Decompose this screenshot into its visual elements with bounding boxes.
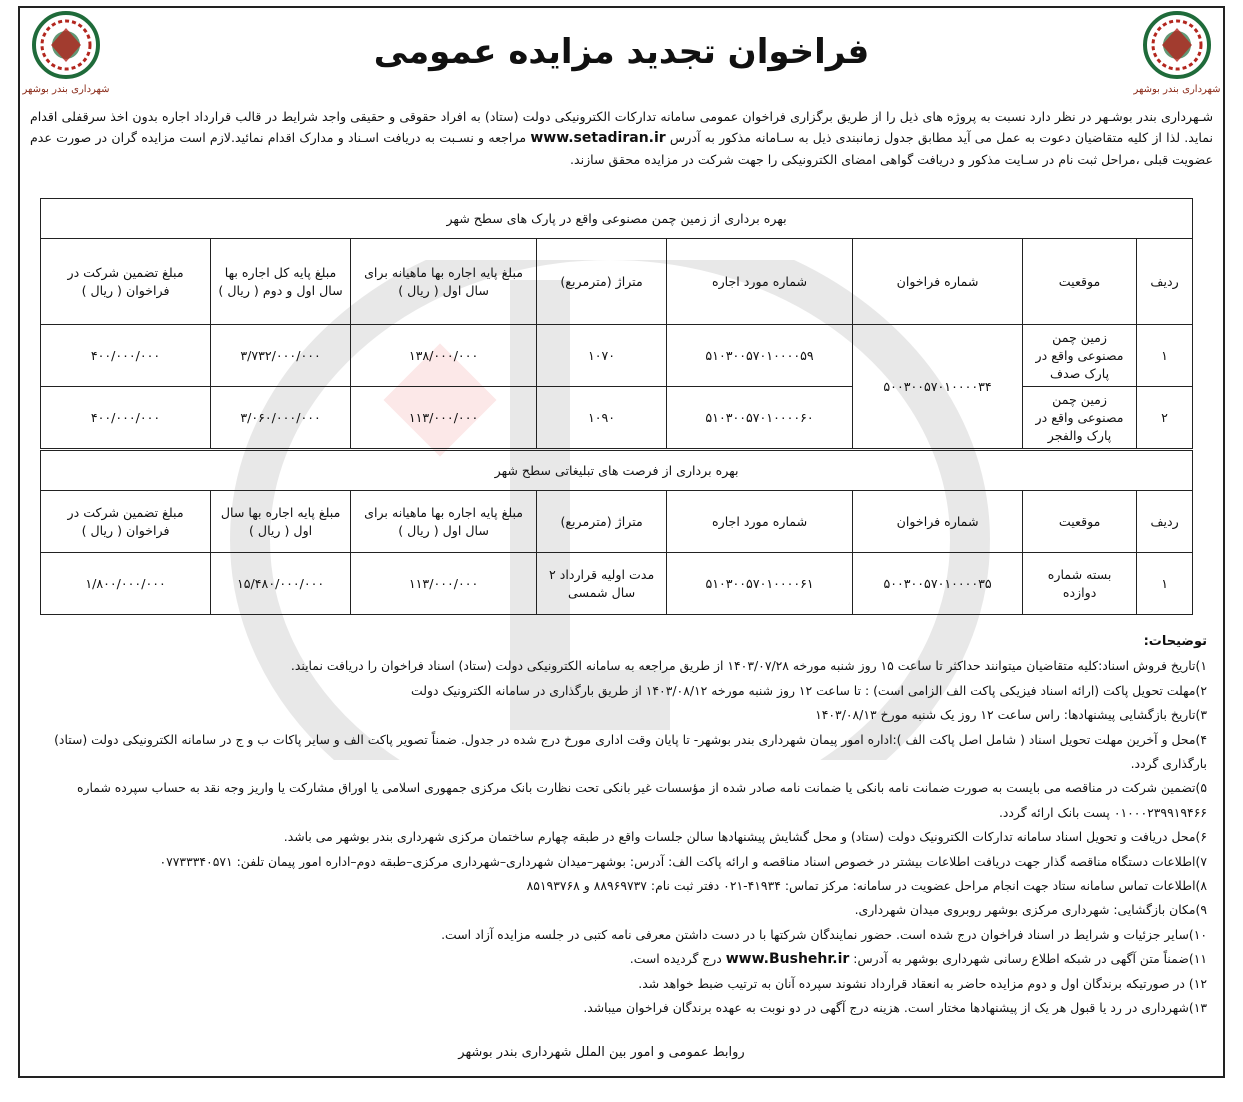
note-item: ۶)محل دریافت و تحویل اسناد سامانه تدارکات الکترونیک دولت (ستاد) و محل گشایش پیشنهادها سالن جلسات واقع در طبقه چهارم ساختمان مرکزی شهرداری بندر بوشهر می باشد. <box>283 829 1207 845</box>
row-guarantee: ۴۰۰/۰۰۰/۰۰۰ <box>41 387 211 449</box>
note-item: ۳)تاریخ بازگشایی پیشنهادها: راس ساعت ۱۲ روز یک شنبه مورخ ۱۴۰۳/۰۸/۱۳ <box>815 707 1207 723</box>
setad-link[interactable]: www.setadiran.ir <box>530 130 666 146</box>
notes-heading: توضیحات: <box>1143 634 1207 649</box>
logo-caption: شهرداری بندر بوشهر <box>22 84 110 95</box>
table-caption: بهره برداری از زمین چمن مصنوعی واقع در پارک های سطح شهر <box>41 199 1193 239</box>
intro-text-2: مراجعه و نسـبت به دریافت اسـناد و مدارک اقدام نمائید.لازم است مزایده گران در صورت عدم عضویت قبلی ،مراحل ثبت نام در سـایت مذکور و دریافت گواهی امضای الکترونیکی را جهت شرکت در مزایده محقق سازند. <box>30 130 1213 167</box>
header-cell: مبلغ تضمین شرکت در فراخوان ( ریال ) <box>41 239 211 325</box>
header-cell: مبلغ پایه کل اجاره بها سال اول و دوم ( ریال ) <box>211 239 351 325</box>
lease-table-fields <box>40 198 1193 449</box>
header-cell: شماره مورد اجاره <box>667 491 853 553</box>
row-lease-number: ۵۱۰۳۰۰۵۷۰۱۰۰۰۰۶۱ <box>667 553 853 615</box>
header-cell: متراژ (مترمربع) <box>537 491 667 553</box>
header-cell: مبلغ پایه اجاره بها ماهیانه برای سال اول ( ریال ) <box>351 239 537 325</box>
table-row <box>41 325 1193 387</box>
row-location: زمین چمن مصنوعی واقع در پارک والفجر <box>1023 387 1137 449</box>
row-guarantee: ۴۰۰/۰۰۰/۰۰۰ <box>41 325 211 387</box>
note-text: درج گردیده است. <box>629 951 722 967</box>
note-text: ۱۱)ضمناً متن آگهی در شبکه اطلاع رسانی شهرداری بوشهر به آدرس: <box>853 951 1207 967</box>
header-cell: متراژ (مترمربع) <box>537 239 667 325</box>
row-call-number: ۵۰۰۳۰۰۵۷۰۱۰۰۰۰۳۴ <box>853 325 1023 449</box>
row-total-rent: ۳/۷۳۲/۰۰۰/۰۰۰ <box>211 325 351 387</box>
row-total-rent: ۱۵/۴۸۰/۰۰۰/۰۰۰ <box>211 553 351 615</box>
intro-text-1: شـهرداری بندر بوشـهر در نظر دارد نسبت به پروژه های ذیل را از طریق برگزاری فراخوان عمومی سامانه تدارکات الکترونیکی دولت (ستاد) به افراد حقوقی و حقیقی واجد شرایط در قالب قرارداد اجاره بدون اخذ سرقفلی اقدام نماید. لذا از کلیه متقاضیان دعوت به عمل می آید مطابق جدول زمانبندی ذیل به سـامانه مذکور به آدرس <box>30 109 1213 145</box>
note-item: ۴)محل و آخرین مهلت تحویل اسناد ( شامل اصل پاکت الف ):اداره امور پیمان شهرداری بندر بوشهر- تا پایان وقت اداری مورخ درج شده در جدول. ضمناً تصویر پاکت الف و سایر پاکات ب و ج در سامانه الکترونیکی دولت (ستاد) بارگذاری گردد. <box>54 731 1207 772</box>
header-cell: مبلغ پایه اجاره بها ماهیانه برای سال اول ( ریال ) <box>351 491 537 553</box>
row-location: بسته شماره دوازده <box>1023 553 1137 615</box>
logo-caption: شهرداری بندر بوشهر <box>1133 84 1221 95</box>
note-item: ۱)تاریخ فروش اسناد:کلیه متقاضیان میتوانند حداکثر تا ساعت ۱۵ روز شنبه مورخه ۱۴۰۳/۰۷/۲۸ از طریق مراجعه به سامانه الکترونیکی دولت (ستاد) اسناد فراخوان را دریافت نمایند. <box>290 658 1207 674</box>
header-cell: مبلغ پایه اجاره بها سال اول ( ریال ) <box>211 491 351 553</box>
table-row <box>41 553 1193 615</box>
header-cell: ردیف <box>1137 239 1193 325</box>
row-monthly-rent: ۱۱۳/۰۰۰/۰۰۰ <box>351 553 537 615</box>
row-index: ۱ <box>1137 325 1193 387</box>
header-cell: شماره فراخوان <box>853 239 1023 325</box>
row-monthly-rent: ۱۱۳/۰۰۰/۰۰۰ <box>351 387 537 449</box>
note-item: ۱۲) در صورتیکه برندگان اول و دوم مزایده حاضر به انعقاد قرارداد نشوند سپرده آنان به ترتیب ضبط خواهد شد. <box>638 975 1207 991</box>
row-area: ۱۰۷۰ <box>537 325 667 387</box>
note-item: ۵)تضمین شرکت در مناقصه می بایست به صورت ضمانت نامه بانکی یا ضمانت نامه صادر شده از مؤسسات غیر بانکی تحت نظارت بانک مرکزی جمهوری اسلامی یا اوراق مشارکت یا واریز وجه نقد به حساب سپرده شماره ۰۱۰۰۰۲۳۹۹۱۹۴۶۶ پست بانک ارائه گردد. <box>77 780 1207 820</box>
header-cell: شماره مورد اجاره <box>667 239 853 325</box>
table-header-row <box>41 239 1193 325</box>
header-cell: موقعیت <box>1023 491 1137 553</box>
bushehr-link[interactable]: www.Bushehr.ir <box>725 951 850 968</box>
note-item: ۷)اطلاعات دستگاه مناقصه گذار جهت دریافت اطلاعات بیشتر در خصوص اسناد مناقصه و ارائه پاکت الف: آدرس: بوشهر–میدان شهرداری–شهرداری مرکزی–طبقه دوم–اداره امور پیمان تلفن: ۰۷۷۳۳۳۴۰۵۷۱ <box>159 853 1207 869</box>
row-location: زمین چمن مصنوعی واقع در پارک صدف <box>1023 325 1137 387</box>
lease-table-advertising <box>40 450 1193 615</box>
table-header-row <box>41 491 1193 553</box>
intro-paragraph <box>30 106 1213 170</box>
header-cell: ردیف <box>1137 491 1193 553</box>
row-index: ۲ <box>1137 387 1193 449</box>
row-monthly-rent: ۱۳۸/۰۰۰/۰۰۰ <box>351 325 537 387</box>
note-item: ۹)مکان بازگشایی: شهرداری مرکزی بوشهر روبروی میدان شهرداری. <box>854 902 1207 918</box>
note-item <box>27 947 1207 971</box>
note-item: ۸)اطلاعات تماس سامانه ستاد جهت انجام مراحل عضویت در سامانه: مرکز تماس: ۴۱۹۳۴-۰۲۱ دفتر ثبت نام: ۸۸۹۶۹۷۳۷ و ۸۵۱۹۳۷۶۸ <box>526 878 1207 894</box>
row-call-number: ۵۰۰۳۰۰۵۷۰۱۰۰۰۰۳۵ <box>853 553 1023 615</box>
row-area: ۱۰۹۰ <box>537 387 667 449</box>
row-index: ۱ <box>1137 553 1193 615</box>
note-item: ۱۰)سایر جزئیات و شرایط در اسناد فراخوان درج شده است. حضور نمایندگان شرکتها با در دست داشتن معرفی نامه کتبی در جلسه مزایده آزاد است. <box>441 926 1207 942</box>
row-guarantee: ۱/۸۰۰/۰۰۰/۰۰۰ <box>41 553 211 615</box>
header-cell: موقعیت <box>1023 239 1137 325</box>
row-lease-number: ۵۱۰۳۰۰۵۷۰۱۰۰۰۰۶۰ <box>667 387 853 449</box>
note-item: ۲)مهلت تحویل پاکت (ارائه اسناد فیزیکی پاکت الف الزامی است) : تا ساعت ۱۲ روز شنبه مورخه ۱۴۰۳/۰۸/۱۲ از طریق بارگذاری در سامانه الکترونیک دولت <box>411 682 1207 698</box>
page-title: فراخوان تجدید مزایده عمومی <box>373 32 870 72</box>
table-caption: بهره برداری از فرصت های تبلیغاتی سطح شهر <box>41 451 1193 491</box>
note-item: ۱۳)شهرداری در رد یا قبول هر یک از پیشنهادها مختار است. هزینه درج آگهی در دو نوبت به عهده برندگان فراخوان میباشد. <box>583 1000 1207 1016</box>
footer-signature: روابط عمومی و امور بین الملل شهرداری بندر بوشهر <box>458 1045 745 1060</box>
row-lease-number: ۵۱۰۳۰۰۵۷۰۱۰۰۰۰۵۹ <box>667 325 853 387</box>
row-total-rent: ۳/۰۶۰/۰۰۰/۰۰۰ <box>211 387 351 449</box>
row-area: مدت اولیه قرارداد ۲ سال شمسی <box>537 553 667 615</box>
header-cell: شماره فراخوان <box>853 491 1023 553</box>
header-cell: مبلغ تضمین شرکت در فراخوان ( ریال ) <box>41 491 211 553</box>
notes-section <box>27 630 1207 1021</box>
